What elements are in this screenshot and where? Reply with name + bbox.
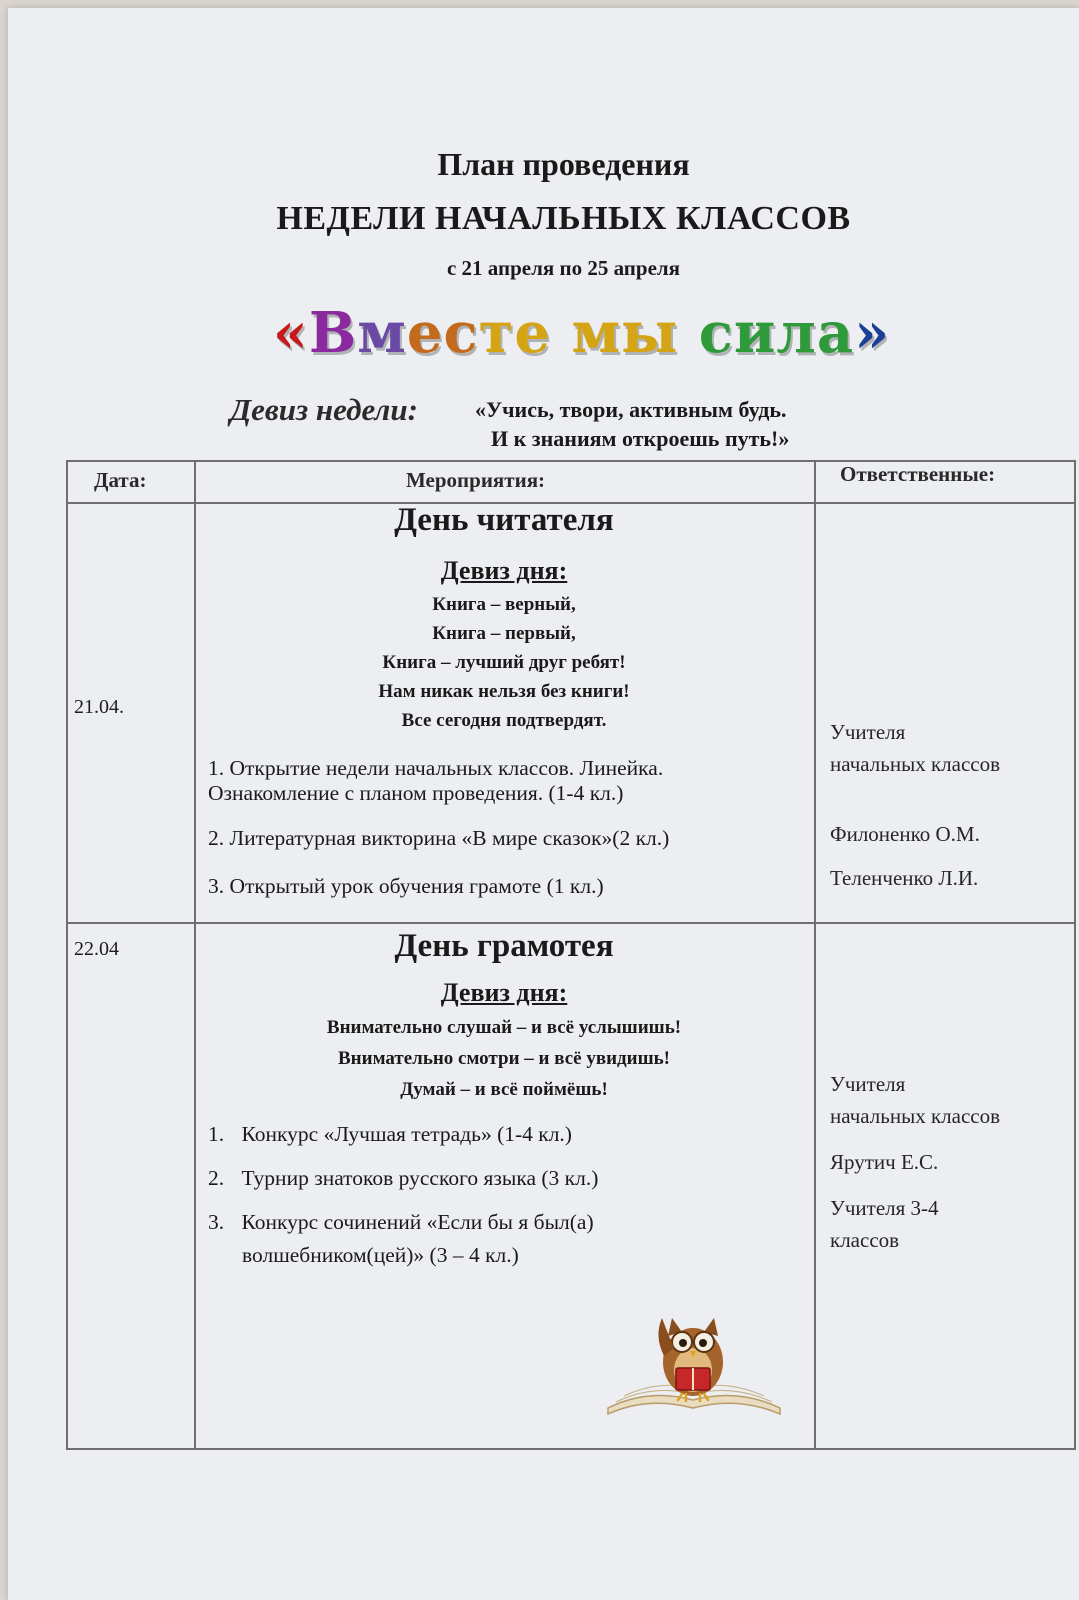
responsible-line: Ярутич Е.С. — [830, 1150, 939, 1174]
event-item: 2. Литературная викторина «В мире сказок»(2 кл.) — [208, 826, 670, 850]
slogan-part: сила — [698, 300, 855, 366]
event-item: 3. Открытый урок обучения грамоте (1 кл.) — [208, 874, 604, 898]
verse-line: Внимательно смотри – и всё увидишь! — [338, 1048, 670, 1069]
responsible-line: Теленченко Л.И. — [830, 866, 979, 890]
event-item — [208, 756, 663, 806]
day-title: День читателя — [394, 502, 614, 538]
responsible-line: Учителя — [830, 720, 906, 744]
header-events: Мероприятия: — [406, 468, 546, 492]
verse-line: Книга – первый, — [432, 623, 576, 644]
slogan-part: « — [272, 300, 309, 366]
events-table — [66, 460, 1076, 1450]
event-item-number: 1. — [208, 1122, 225, 1146]
event-item-number: 3. — [208, 1210, 225, 1234]
responsible-line: начальных классов — [830, 1104, 1000, 1128]
event-item-line: Турнир знатоков русского языка (3 кл.) — [241, 1166, 599, 1190]
event-item-number: 2. — [208, 1166, 225, 1190]
day-motto-verse — [194, 590, 814, 735]
day-motto-label: Девиз дня: — [440, 978, 568, 1007]
event-item — [208, 1122, 572, 1147]
table-border-left — [66, 460, 68, 1450]
event-item-line: Конкурс «Лучшая тетрадь» (1-4 кл.) — [241, 1122, 572, 1146]
header-responsible: Ответственные: — [840, 462, 996, 486]
table-border-right — [1074, 460, 1076, 1450]
plan-title: План проведения — [437, 146, 690, 182]
verse-line: Все сегодня подтвердят. — [401, 710, 607, 731]
event-item-line: Ознакомление с планом проведения. (1-4 кл.) — [208, 781, 624, 805]
slogan-part: с — [443, 300, 479, 366]
event-item-line: Конкурс сочинений «Если бы я был(а) — [241, 1210, 594, 1234]
week-dates: с 21 апреля по 25 апреля — [446, 256, 681, 280]
event-item-line: волшебником(цей)» (3 – 4 кл.) — [242, 1243, 519, 1267]
row-divider — [66, 922, 1076, 924]
event-item — [208, 1210, 594, 1268]
week-motto-label: Девиз недели: — [230, 392, 418, 427]
slogan-part: т — [478, 300, 515, 366]
slogan-part: м — [357, 300, 407, 366]
slogan-part: мы — [571, 300, 699, 366]
verse-line: Нам никак нельзя без книги! — [378, 681, 630, 702]
week-slogan — [46, 300, 1079, 366]
verse-line: Книга – лучший друг ребят! — [382, 652, 626, 673]
verse-line: Внимательно слушай – и всё услышишь! — [326, 1017, 682, 1038]
day-title: День грамотея — [394, 928, 614, 964]
slogan-part: е — [514, 300, 572, 366]
row-date: 22.04 — [74, 938, 119, 960]
header-date: Дата: — [94, 468, 147, 492]
week-title: НЕДЕЛИ НАЧАЛЬНЫХ КЛАССОВ — [276, 200, 851, 237]
responsible-line: Филоненко О.М. — [830, 822, 980, 846]
event-item — [208, 1166, 598, 1191]
responsible-line: Учителя 3-4 — [830, 1196, 939, 1220]
week-motto-line-1: «Учись, твори, активным будь. — [475, 397, 787, 422]
column-divider-events — [814, 460, 816, 1450]
owl-reading-book-icon — [598, 1296, 788, 1421]
event-item-line: 1. Открытие недели начальных классов. Линейка. — [208, 756, 664, 780]
slogan-part: » — [854, 300, 891, 366]
day-motto-verse — [194, 1012, 814, 1105]
week-motto-line-2: И к знаниям откроешь путь!» — [491, 426, 790, 451]
verse-line: Книга – верный, — [432, 594, 576, 615]
responsible-line: классов — [830, 1228, 900, 1252]
table-border-bottom — [66, 1448, 1076, 1450]
slogan-part: В — [308, 300, 358, 366]
verse-line: Думай – и всё поймёшь! — [400, 1079, 608, 1100]
responsible-line: Учителя — [830, 1072, 906, 1096]
row-date: 21.04. — [74, 696, 124, 718]
day-motto-label: Девиз дня: — [440, 556, 568, 585]
slogan-part: е — [406, 300, 444, 366]
responsible-line: начальных классов — [830, 752, 1000, 776]
document-page — [8, 8, 1079, 1600]
